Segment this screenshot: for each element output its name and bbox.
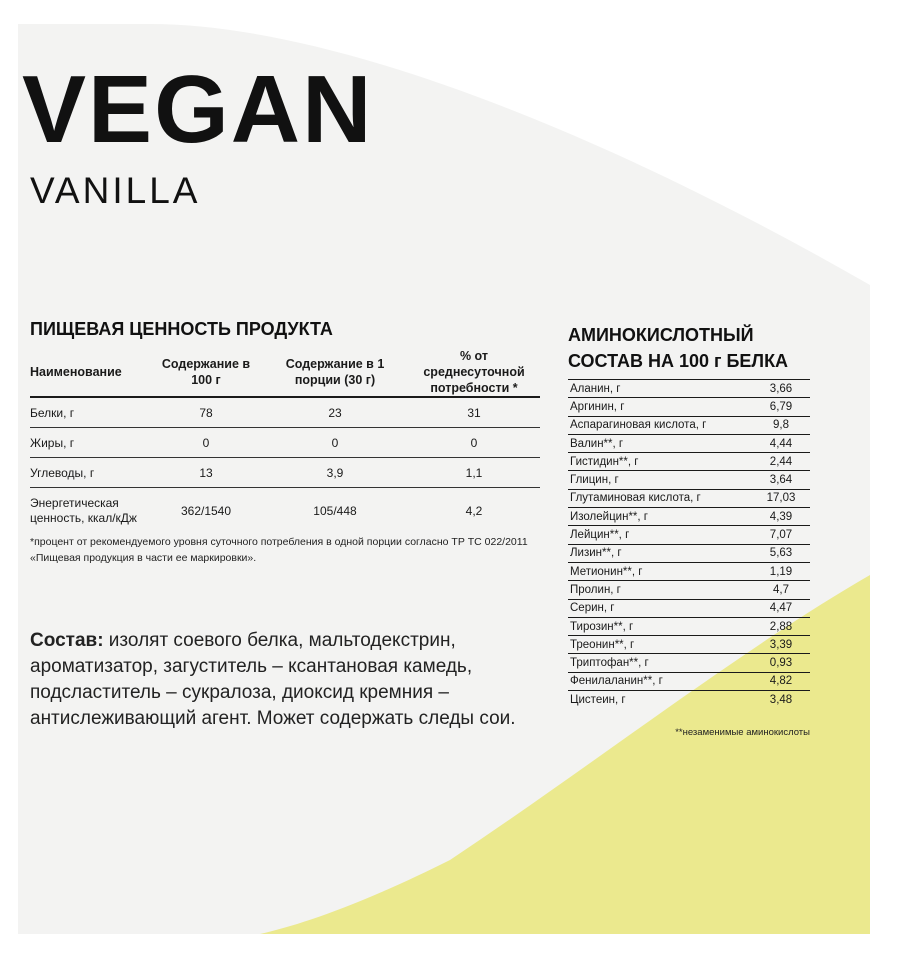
amino-value: 3,48 xyxy=(752,691,810,709)
nutrient-name: Энергетическая ценность, ккал/кДж xyxy=(30,496,137,525)
value-per-100g: 362/1540 xyxy=(180,503,232,518)
table-row xyxy=(30,458,540,488)
amino-name: Тирозин**, г xyxy=(568,617,752,635)
amino-value: 4,82 xyxy=(752,672,810,690)
table-row xyxy=(568,599,810,617)
table-row xyxy=(568,654,810,672)
amino-value: 4,44 xyxy=(752,434,810,452)
amino-value: 7,07 xyxy=(752,526,810,544)
amino-name: Глутаминовая кислота, г xyxy=(568,489,752,507)
amino-name: Лейцин**, г xyxy=(568,526,752,544)
header-daily-percent: % от среднесуточной потребности * xyxy=(408,348,540,397)
amino-name: Пролин, г xyxy=(568,581,752,599)
amino-value: 3,66 xyxy=(752,380,810,398)
nutrition-heading: ПИЩЕВАЯ ЦЕННОСТЬ ПРОДУКТА xyxy=(30,319,333,339)
amino-value: 4,39 xyxy=(752,508,810,526)
amino-name: Гистидин**, г xyxy=(568,453,752,471)
table-row xyxy=(568,691,810,709)
amino-value: 1,19 xyxy=(752,562,810,580)
nutrition-table xyxy=(30,348,540,534)
amino-name: Изолейцин**, г xyxy=(568,508,752,526)
amino-value: 0,93 xyxy=(752,654,810,672)
header-name: Наименование xyxy=(30,348,150,397)
table-row xyxy=(30,428,540,458)
table-row xyxy=(30,397,540,428)
amino-value: 5,63 xyxy=(752,544,810,562)
table-row xyxy=(568,434,810,452)
header-per-serving: Содержание в 1 порции (30 г) xyxy=(262,348,408,397)
amino-value: 3,39 xyxy=(752,636,810,654)
amino-name: Фенилаланин**, г xyxy=(568,672,752,690)
table-row xyxy=(568,416,810,434)
amino-value: 4,47 xyxy=(752,599,810,617)
table-row xyxy=(568,562,810,580)
amino-name: Триптофан**, г xyxy=(568,654,752,672)
amino-name: Серин, г xyxy=(568,599,752,617)
table-row xyxy=(568,636,810,654)
amino-footnote: **незаменимые аминокислоты xyxy=(675,727,810,738)
amino-name: Лизин**, г xyxy=(568,544,752,562)
table-row xyxy=(568,526,810,544)
amino-name: Глицин, г xyxy=(568,471,752,489)
amino-value: 2,88 xyxy=(752,617,810,635)
table-row xyxy=(568,489,810,507)
table-row xyxy=(568,672,810,690)
value-per-serving: 3,9 xyxy=(262,458,408,488)
value-daily-percent: 0 xyxy=(408,428,540,458)
value-per-serving: 0 xyxy=(262,428,408,458)
table-row xyxy=(568,453,810,471)
value-per-100g: 78 xyxy=(150,397,262,428)
header-per-100g: Содержание в 100 г xyxy=(150,348,262,397)
value-per-100g: 13 xyxy=(150,458,262,488)
table-header-row xyxy=(30,348,540,397)
amino-value: 9,8 xyxy=(752,416,810,434)
amino-name: Аланин, г xyxy=(568,380,752,398)
amino-value: 2,44 xyxy=(752,453,810,471)
product-title: VEGAN xyxy=(22,56,374,163)
value-daily-percent: 31 xyxy=(408,397,540,428)
amino-name: Аргинин, г xyxy=(568,398,752,416)
nutrient-name: Жиры, г xyxy=(30,428,150,458)
value-per-100g: 0 xyxy=(150,428,262,458)
table-row xyxy=(568,471,810,489)
value-per-serving: 23 xyxy=(262,397,408,428)
table-row xyxy=(568,508,810,526)
amino-name: Аспарагиновая кислота, г xyxy=(568,416,752,434)
amino-heading: АМИНОКИСЛОТНЫЙ СОСТАВ НА 100 г БЕЛКА xyxy=(568,325,789,371)
amino-table xyxy=(568,379,810,708)
product-flavor: VANILLA xyxy=(30,170,201,211)
nutrition-footnote: *процент от рекомендуемого уровня суточного потребления в одной порции согласно ТР ТС 022/2011 «Пищевая продукция в части ее маркировки». xyxy=(30,536,528,564)
composition-label: Состав: xyxy=(30,630,104,651)
table-row xyxy=(30,488,540,535)
table-row xyxy=(568,398,810,416)
composition-text xyxy=(30,628,520,732)
amino-name: Треонин**, г xyxy=(568,636,752,654)
table-row xyxy=(568,380,810,398)
amino-name: Цистеин, г xyxy=(568,691,752,709)
table-row xyxy=(568,544,810,562)
value-daily-percent: 1,1 xyxy=(408,458,540,488)
amino-value: 4,7 xyxy=(752,581,810,599)
amino-value: 17,03 xyxy=(752,489,810,507)
amino-name: Валин**, г xyxy=(568,434,752,452)
value-daily-percent: 4,2 xyxy=(465,503,483,518)
amino-name: Метионин**, г xyxy=(568,562,752,580)
composition-body: изолят соевого белка, мальтодекстрин, ароматизатор, загуститель – ксантановая камедь, подсластитель – сукралоза, диоксид кремния – антислеживающий агент. Может содержать следы сои. xyxy=(30,630,516,729)
amino-value: 6,79 xyxy=(752,398,810,416)
table-row xyxy=(568,581,810,599)
value-per-serving: 105/448 xyxy=(313,503,357,518)
amino-value: 3,64 xyxy=(752,471,810,489)
table-row xyxy=(568,617,810,635)
nutrient-name: Белки, г xyxy=(30,397,150,428)
nutrient-name: Углеводы, г xyxy=(30,458,150,488)
